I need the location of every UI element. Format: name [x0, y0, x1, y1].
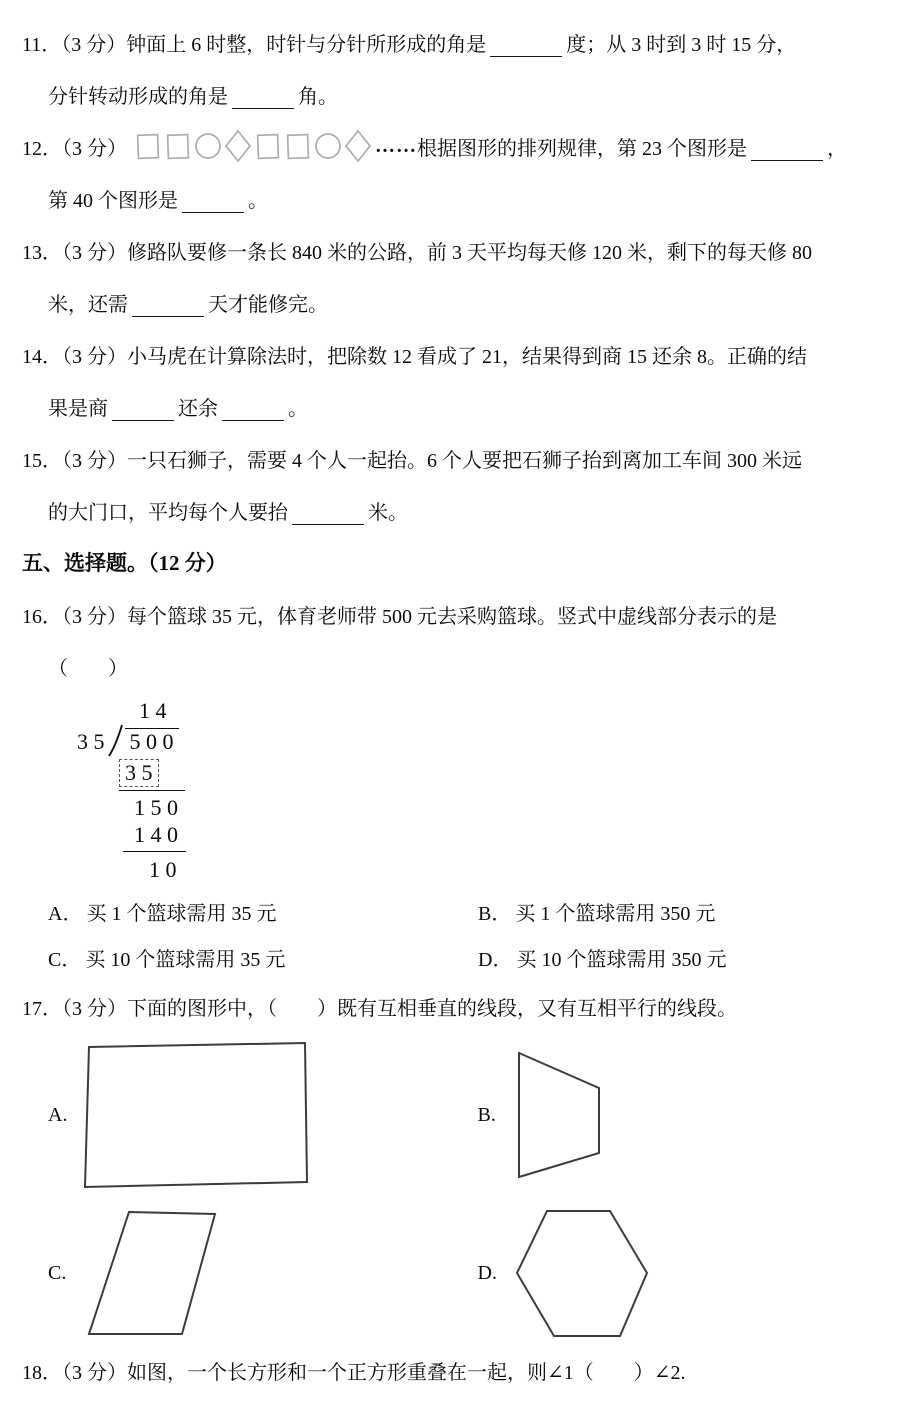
- question-14-line-2: [22, 380, 881, 432]
- diamond-shape-icon: [223, 126, 253, 166]
- parallelogram-shape: [82, 1207, 224, 1339]
- question-15-line-1: [22, 432, 881, 484]
- question-text: 15．（3 分）一只石狮子，需要 4 个人一起抬。6 个人要把石狮子抬到离加工车间 300 米远: [22, 449, 802, 472]
- choice-label: B.: [477, 1103, 496, 1126]
- option-text: 买 1 个篮球需用 350 元: [515, 902, 716, 925]
- square-shape-icon: [283, 126, 313, 166]
- option-text: 买 10 个篮球需用 350 元: [516, 948, 727, 971]
- question-12-line-2: [22, 172, 881, 224]
- choice-label: A.: [48, 1103, 68, 1126]
- options-row-1: [22, 888, 881, 934]
- question-11-line-1: [22, 16, 881, 68]
- choice-d-figure: [452, 1206, 882, 1341]
- choice-label: C.: [48, 1261, 67, 1284]
- option-label: A．: [48, 902, 83, 925]
- question-15-line-2: [22, 484, 881, 536]
- division-step-140: 1 4 0: [134, 822, 178, 847]
- division-quotient: 1 4: [139, 698, 167, 723]
- question-text: 分针转动形成的角是: [48, 85, 228, 108]
- question-text: 14．（3 分）小马虎在计算除法时，把除数 12 看成了 21，结果得到商 15 还余 8。正确的结: [22, 345, 807, 368]
- question-18-line-1: [22, 1344, 881, 1396]
- question-text: 还余: [178, 397, 218, 420]
- option-a: [48, 897, 478, 926]
- question-text: 16．（3 分）每个篮球 35 元，体育老师带 500 元去采购篮球。竖式中虚线部分表示的是: [22, 605, 777, 628]
- circle-shape-icon: [193, 126, 223, 166]
- rectangle-shape: [82, 1040, 312, 1190]
- division-rule-line: [123, 851, 186, 852]
- choice-c-figure: [22, 1207, 452, 1339]
- division-step-dashed-box: 3 5: [119, 759, 159, 787]
- ellipsis-dots: ……: [375, 134, 417, 157]
- answer-blank: [112, 400, 174, 421]
- question-text: 度；从 3 时到 3 时 15 分，: [566, 33, 797, 56]
- section-title: 五、选择题。（12 分）: [22, 551, 227, 575]
- answer-blank: [292, 504, 364, 525]
- choice-parentheses: （ ）: [48, 657, 128, 680]
- option-text: 买 1 个篮球需用 35 元: [86, 902, 277, 925]
- trapezoid-shape: [512, 1045, 608, 1185]
- choice-label: D.: [477, 1261, 497, 1284]
- answer-blank: [232, 88, 294, 109]
- long-division-figure: [77, 698, 277, 884]
- diamond-shape-icon: [343, 126, 373, 166]
- option-text: 买 10 个篮球需用 35 元: [85, 948, 286, 971]
- option-b: [478, 897, 715, 926]
- question-16-line-2: [22, 640, 881, 692]
- section-5-header: [22, 536, 881, 588]
- division-rule-line: [119, 790, 185, 791]
- choice-b-figure: [452, 1045, 882, 1185]
- question-14-line-1: [22, 328, 881, 380]
- figures-row-1: [22, 1036, 881, 1194]
- square-shape-icon: [253, 126, 283, 166]
- question-text: 。: [288, 397, 308, 420]
- option-d: [478, 943, 726, 972]
- division-main-row: [77, 724, 277, 756]
- question-text: 米，还需: [48, 293, 128, 316]
- options-row-2: [22, 934, 881, 980]
- square-shape-icon: [133, 126, 163, 166]
- answer-blank: [222, 400, 284, 421]
- question-13-line-1: [22, 224, 881, 276]
- question-text: 18．（3 分）如图，一个长方形和一个正方形重叠在一起，则∠1（ ）∠2.: [22, 1361, 686, 1384]
- question-17-line-1: [22, 980, 881, 1032]
- answer-blank: [132, 296, 204, 317]
- division-divisor: 3 5: [77, 729, 105, 754]
- circle-shape-icon: [313, 126, 343, 166]
- option-c: [48, 943, 478, 972]
- question-12-line-1: [22, 120, 881, 172]
- question-text: 根据图形的排列规律，第 23 个图形是: [417, 137, 747, 160]
- hexagon-shape: [512, 1206, 654, 1341]
- question-text: 11．（3 分）钟面上 6 时整，时针与分针所形成的角是: [22, 33, 487, 56]
- division-dividend: 5 0 0: [125, 728, 179, 756]
- question-11-line-2: [22, 68, 881, 120]
- question-text: 12．（3 分）: [22, 137, 127, 160]
- question-text: 米。: [368, 501, 408, 524]
- question-text: 果是商: [48, 397, 108, 420]
- choice-a-figure: [22, 1040, 452, 1190]
- division-remainder: 1 0: [149, 857, 177, 882]
- answer-blank: [182, 192, 244, 213]
- pattern-sequence: [133, 126, 373, 166]
- division-step-150: 1 5 0: [134, 795, 178, 820]
- division-bracket-icon: [107, 723, 125, 757]
- question-16-line-1: [22, 588, 881, 640]
- question-text: 天才能修完。: [208, 293, 328, 316]
- answer-blank: [751, 140, 823, 161]
- answer-blank: [490, 36, 562, 57]
- option-label: D．: [478, 948, 513, 971]
- question-13-line-2: [22, 276, 881, 328]
- question-text: 13．（3 分）修路队要修一条长 840 米的公路，前 3 天平均每天修 120 米，剩下的每天修 80: [22, 241, 812, 264]
- question-text: 17．（3 分）下面的图形中，（ ）既有互相垂直的线段，又有互相平行的线段。: [22, 997, 737, 1020]
- figures-row-2: [22, 1202, 881, 1344]
- question-text: 角。: [298, 85, 338, 108]
- question-text: 的大门口，平均每个人要抬: [48, 501, 288, 524]
- question-text: 。: [248, 189, 268, 212]
- question-text: 第 40 个图形是: [48, 189, 178, 212]
- square-shape-icon: [163, 126, 193, 166]
- option-label: B．: [478, 902, 512, 925]
- option-label: C．: [48, 948, 82, 971]
- question-text: ，: [827, 137, 847, 160]
